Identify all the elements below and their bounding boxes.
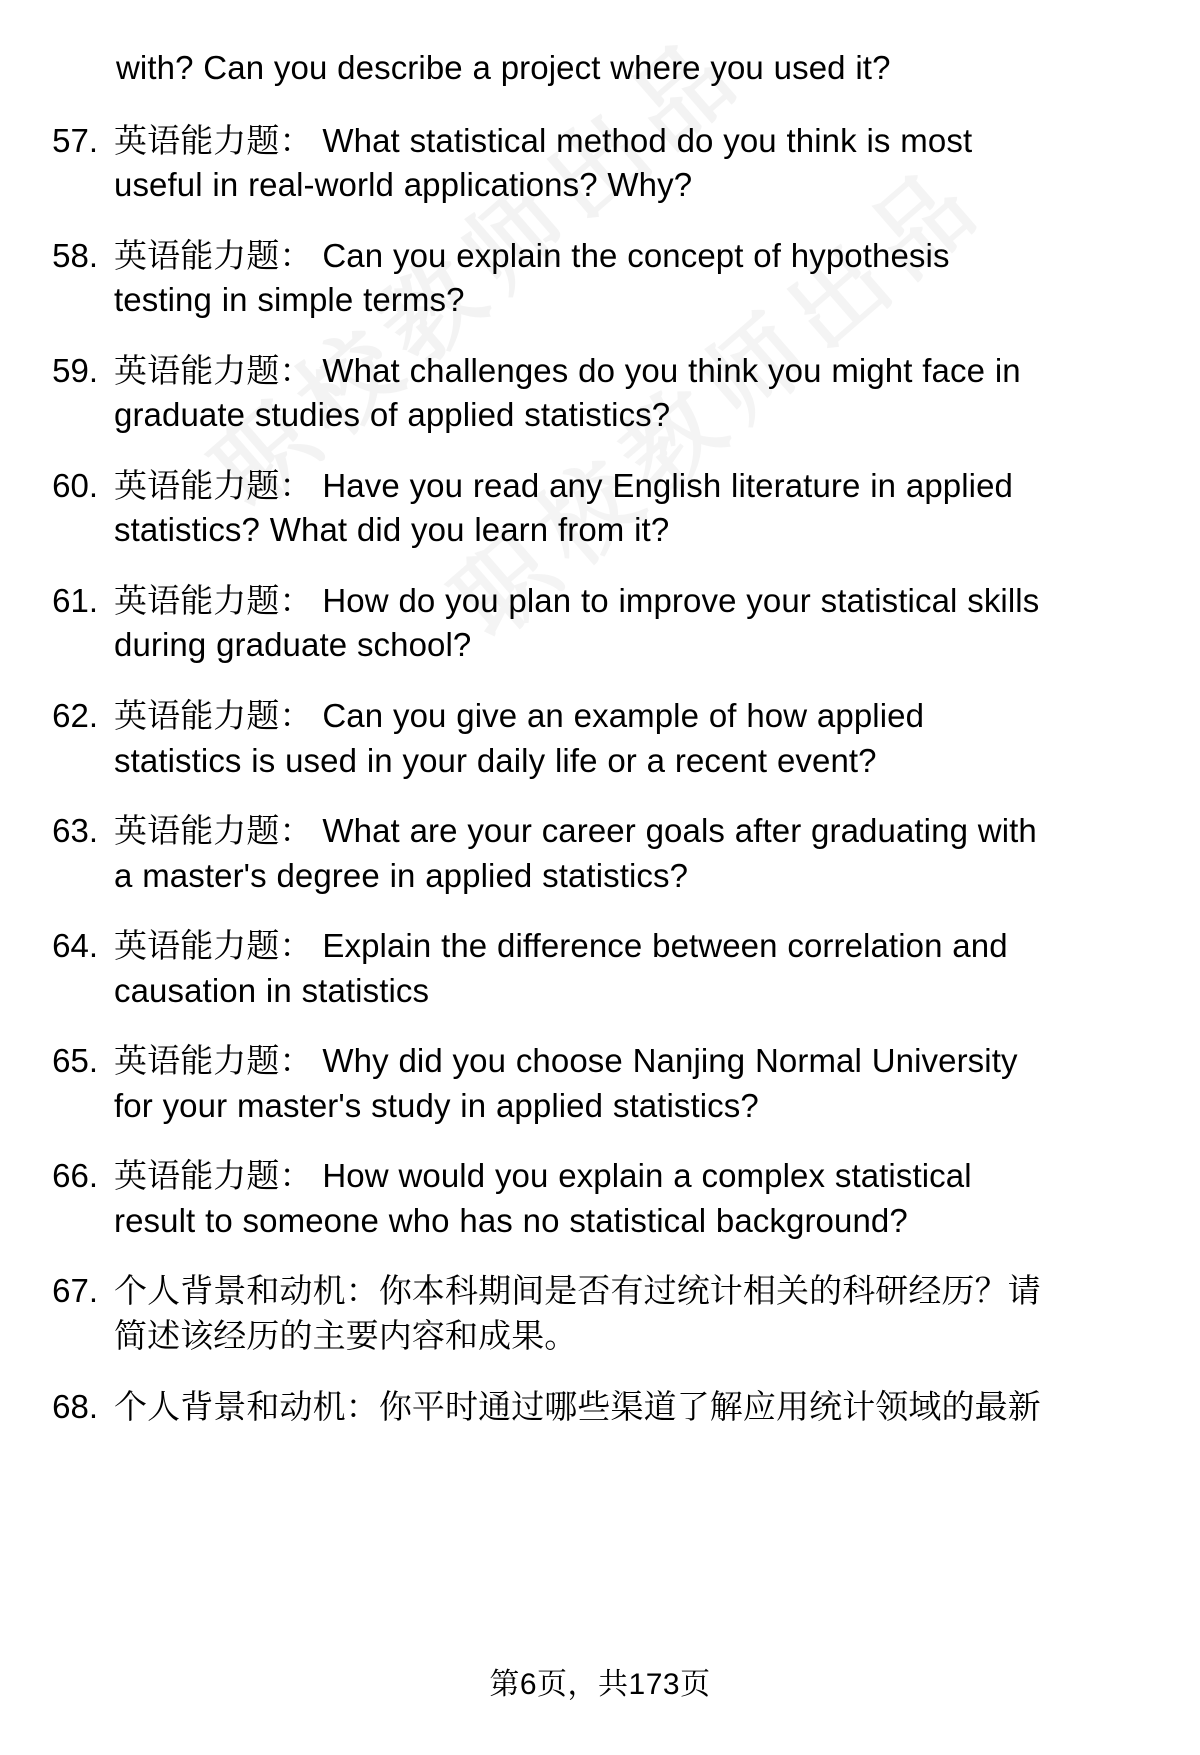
question-body: Why did you choose Nanjing Normal University for your master's study in applied statistics? <box>114 1042 1018 1124</box>
question-text <box>114 1154 1050 1243</box>
question-number: 65. <box>52 1042 98 1080</box>
question-item <box>48 119 1050 208</box>
question-category-label: 英语能力题： <box>114 1042 313 1080</box>
question-body: Can you give an example of how applied statistics is used in your daily life or a recent event? <box>114 697 925 779</box>
question-category-label: 英语能力题： <box>114 697 313 735</box>
question-item <box>48 1385 1050 1430</box>
question-category-label: 英语能力题： <box>114 581 313 619</box>
question-body: Can you explain the concept of hypothesis testing in simple terms? <box>114 236 950 319</box>
question-number: 62. <box>52 697 98 735</box>
question-item <box>48 924 1050 1013</box>
question-body: What are your career goals after graduating with a master's degree in applied statistics? <box>114 812 1037 894</box>
question-category-label: 英语能力题： <box>114 927 313 965</box>
question-number: 58. <box>52 236 98 274</box>
question-item <box>48 809 1050 898</box>
question-text <box>114 924 1050 1013</box>
question-body: 你本科期间是否有过统计相关的科研经历？请简述该经历的主要内容和成果。 <box>114 1272 1041 1355</box>
question-number: 60. <box>52 466 98 504</box>
question-number: 57. <box>52 121 98 159</box>
question-text <box>114 119 1050 208</box>
question-number: 66. <box>52 1157 98 1195</box>
question-item <box>48 1269 1050 1358</box>
question-number: 63. <box>52 812 98 850</box>
question-body: What statistical method do you think is most useful in real-world applications? Why? <box>114 121 973 204</box>
question-category-label: 英语能力题： <box>114 351 313 389</box>
question-item <box>48 464 1050 553</box>
question-text <box>114 694 1050 783</box>
continuation-paragraph: with? Can you describe a project where you used it? <box>116 49 891 86</box>
question-body: How would you explain a complex statistical result to someone who has no statistical background? <box>114 1157 972 1239</box>
question-number: 67. <box>52 1272 98 1310</box>
question-category-label: 英语能力题： <box>114 121 313 159</box>
question-category-label: 英语能力题： <box>114 236 313 274</box>
question-text <box>114 579 1050 668</box>
question-text <box>114 349 1050 438</box>
question-item <box>48 694 1050 783</box>
question-body: Explain the difference between correlation and causation in statistics <box>114 927 1008 1009</box>
question-category-label: 英语能力题： <box>114 1157 313 1195</box>
question-number: 61. <box>52 581 98 619</box>
question-item <box>48 349 1050 438</box>
page-footer: 第6页，共173页 <box>489 1668 711 1701</box>
question-text <box>114 1039 1050 1128</box>
question-text <box>114 1385 1050 1430</box>
question-text <box>114 234 1050 323</box>
question-item <box>48 1039 1050 1128</box>
question-item <box>48 234 1050 323</box>
question-body: 你平时通过哪些渠道了解应用统计领域的最新 <box>378 1387 1041 1425</box>
question-number: 64. <box>52 927 98 965</box>
question-category-label: 英语能力题： <box>114 812 313 850</box>
question-text <box>114 809 1050 898</box>
question-category-label: 个人背景和动机： <box>114 1272 379 1310</box>
question-category-label: 个人背景和动机： <box>114 1387 379 1425</box>
question-text <box>114 464 1050 553</box>
question-body: Have you read any English literature in applied statistics? What did you learn from it? <box>114 466 1013 549</box>
question-item <box>48 579 1050 668</box>
question-body: How do you plan to improve your statistical skills during graduate school? <box>114 581 1040 664</box>
question-number: 68. <box>52 1387 98 1425</box>
question-body: What challenges do you think you might face in graduate studies of applied statistics? <box>114 351 1021 434</box>
question-number: 59. <box>52 351 98 389</box>
question-text <box>114 1269 1050 1358</box>
question-list <box>48 119 1050 1430</box>
question-item <box>48 1154 1050 1243</box>
question-category-label: 英语能力题： <box>114 466 313 504</box>
